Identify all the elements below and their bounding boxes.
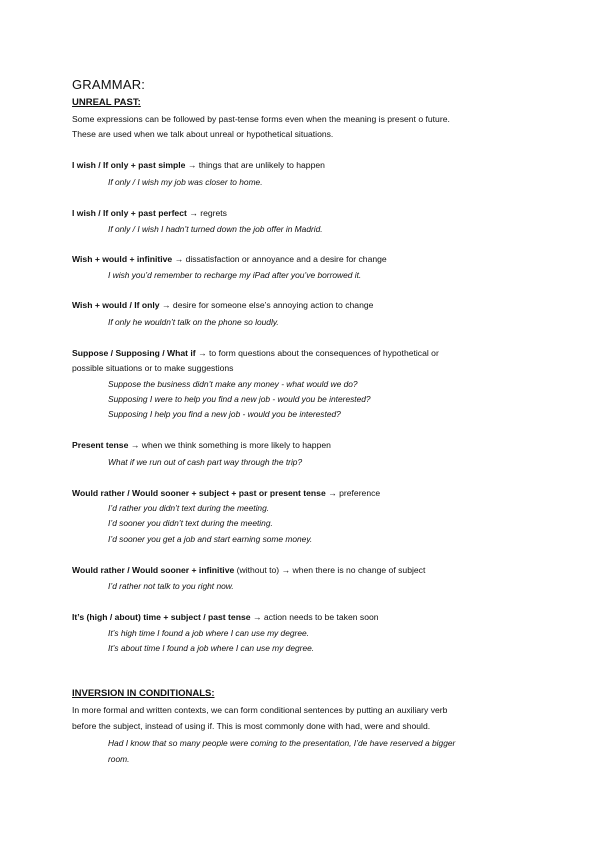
- example: If only he wouldn’t talk on the phone so loudly.: [108, 317, 279, 327]
- unreal-past-intro-1: Some expressions can be followed by past-tense forms even when the meaning is present o future.: [72, 114, 450, 124]
- rule-meaning-continued: possible situations or to make suggestions: [72, 363, 234, 373]
- rule-form: I wish / If only + past simple: [72, 160, 186, 170]
- rule-meaning: → things that are unlikely to happen: [185, 160, 325, 170]
- rule-wish-past-simple: [72, 158, 532, 173]
- example: I’d sooner you get a job and start earning some money.: [108, 534, 313, 544]
- example: Supposing I help you find a new job - would you be interested?: [108, 409, 341, 419]
- example: I wish you’d remember to recharge my iPad after you’ve borrowed it.: [108, 270, 362, 280]
- rule-wish-would-if-only: [72, 298, 532, 313]
- rule-present-tense: [72, 438, 532, 453]
- example: I’d rather not talk to you right now.: [108, 581, 234, 591]
- unreal-past-heading: UNREAL PAST:: [72, 97, 141, 108]
- inversion-example-1: Had I know that so many people were coming to the presentation, I’de have reserved a bigger: [108, 738, 456, 748]
- inversion-heading: INVERSION IN CONDITIONALS:: [72, 688, 215, 699]
- rule-form: Would rather / Would sooner + subject + past or present tense: [72, 488, 326, 498]
- rule-form: Wish + would + infinitive: [72, 254, 173, 264]
- rule-wish-would-infinitive: [72, 252, 532, 267]
- rule-meaning: → desire for someone else’s annoying action to change: [159, 300, 374, 310]
- rule-meaning: → regrets: [186, 208, 227, 218]
- example: If only / I wish I hadn’t turned down the job offer in Madrid.: [108, 224, 323, 234]
- rule-its-time: [72, 610, 532, 625]
- example: What if we run out of cash part way through the trip?: [108, 457, 303, 467]
- rule-form: Would rather / Would sooner + infinitive: [72, 565, 235, 575]
- rule-form: It’s (high / about) time + subject / past tense: [72, 612, 251, 622]
- rule-would-rather-infinitive: [72, 563, 532, 578]
- example: Supposing I were to help you find a new job - would you be interested?: [108, 394, 371, 404]
- rule-form: I wish / If only + past perfect: [72, 208, 187, 218]
- inversion-intro-1: In more formal and written contexts, we can form conditional sentences by putting an auxiliary verb: [72, 705, 448, 715]
- example: Suppose the business didn’t make any money - what would we do?: [108, 379, 358, 389]
- rule-form: Present tense: [72, 440, 129, 450]
- unreal-past-intro-2: These are used when we talk about unreal or hypothetical situations.: [72, 129, 334, 139]
- example: I’d sooner you didn’t text during the meeting.: [108, 518, 273, 528]
- inversion-example-2: room.: [108, 754, 130, 764]
- example: If only / I wish my job was closer to home.: [108, 177, 263, 187]
- rule-meaning: → preference: [325, 488, 381, 498]
- rule-wish-past-perfect: [72, 206, 532, 221]
- rule-form: Wish + would / If only: [72, 300, 160, 310]
- rule-form: Suppose / Supposing / What if: [72, 348, 196, 358]
- rule-meaning: → action needs to be taken soon: [250, 612, 379, 622]
- rule-meaning: (without to) → when there is no change of subject: [234, 565, 426, 575]
- inversion-intro-2: before the subject, instead of using if. This is most commonly done with had, were and should.: [72, 721, 431, 731]
- rule-meaning: → to form questions about the consequences of hypothetical or: [195, 348, 439, 358]
- rule-would-rather-subject: [72, 486, 532, 501]
- example: It’s high time I found a job where I can use my degree.: [108, 628, 309, 638]
- rule-meaning: → when we think something is more likely to happen: [128, 440, 331, 450]
- rule-meaning: → dissatisfaction or annoyance and a desire for change: [172, 254, 387, 264]
- rule-suppose-what-if: [72, 346, 532, 361]
- page-title: GRAMMAR:: [72, 77, 146, 92]
- example: It’s about time I found a job where I can use my degree.: [108, 643, 315, 653]
- example: I’d rather you didn’t text during the meeting.: [108, 503, 270, 513]
